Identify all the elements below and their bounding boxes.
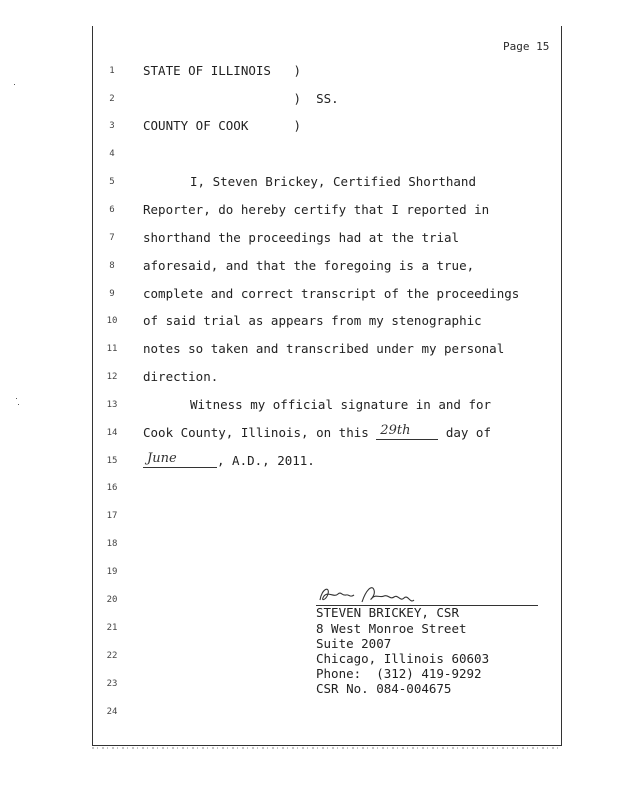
page-number: Page 15	[503, 40, 550, 53]
line-number: 14	[106, 428, 118, 438]
line-number: 1	[109, 66, 115, 76]
transcript-line: COUNTY OF COOK )	[143, 118, 302, 133]
transcript-line: direction.	[143, 369, 219, 384]
transcript-line: I, Steven Brickey, Certified Shorthand	[190, 174, 476, 189]
line-number: 7	[109, 233, 115, 243]
line-text: day of	[438, 425, 491, 440]
transcript-line	[143, 453, 315, 468]
line-number: 10	[106, 316, 118, 326]
transcript-line: complete and correct transcript of the proceedings	[143, 286, 520, 301]
line-number: 20	[106, 595, 118, 605]
line-number: 16	[106, 483, 118, 493]
transcript-line: Witness my official signature in and for	[190, 397, 492, 412]
reporter-name: STEVEN BRICKEY, CSR	[316, 605, 459, 620]
line-text: , A.D., 2011.	[217, 453, 315, 468]
line-number: 4	[109, 149, 115, 159]
scan-speck	[14, 84, 15, 85]
scan-speck	[16, 398, 17, 399]
line-number: 5	[109, 177, 115, 187]
line-number: 13	[106, 400, 118, 410]
reporter-phone: Phone: (312) 419-9292	[316, 666, 482, 681]
line-number: 9	[109, 289, 115, 299]
line-number: 18	[106, 539, 118, 549]
transcript-line: ) SS.	[143, 91, 339, 106]
reporter-address-street: 8 West Monroe Street	[316, 621, 467, 636]
reporter-address-suite: Suite 2007	[316, 636, 392, 651]
transcript-line: of said trial as appears from my stenographic	[143, 313, 482, 328]
handwritten-day: 29th	[380, 423, 411, 438]
reporter-address-city: Chicago, Illinois 60603	[316, 651, 490, 666]
month-blank	[143, 451, 217, 468]
line-number: 3	[109, 121, 115, 131]
handwritten-month: June	[147, 451, 177, 466]
line-number: 23	[106, 679, 118, 689]
line-number: 8	[109, 261, 115, 271]
transcript-line: notes so taken and transcribed under my personal	[143, 341, 505, 356]
date-blank	[376, 423, 438, 440]
line-number: 21	[106, 623, 118, 633]
line-number: 22	[106, 651, 118, 661]
line-number: 2	[109, 94, 115, 104]
transcript-line: Reporter, do hereby certify that I reported in	[143, 202, 490, 217]
line-number: 19	[106, 567, 118, 577]
line-number: 17	[106, 511, 118, 521]
transcript-line: aforesaid, and that the foregoing is a true,	[143, 258, 475, 273]
scan-edge-noise	[92, 746, 562, 750]
line-number: 15	[106, 456, 118, 466]
line-number: 24	[106, 707, 118, 717]
line-number: 6	[109, 205, 115, 215]
transcript-line	[143, 425, 491, 440]
line-number: 12	[106, 372, 118, 382]
reporter-csr-number: CSR No. 084-004675	[316, 681, 452, 696]
transcript-line: shorthand the proceedings had at the trial	[143, 230, 460, 245]
transcript-line: STATE OF ILLINOIS )	[143, 63, 302, 78]
line-text: Cook County, Illinois, on this	[143, 425, 377, 440]
line-number: 11	[106, 344, 118, 354]
scan-speck	[18, 404, 19, 405]
